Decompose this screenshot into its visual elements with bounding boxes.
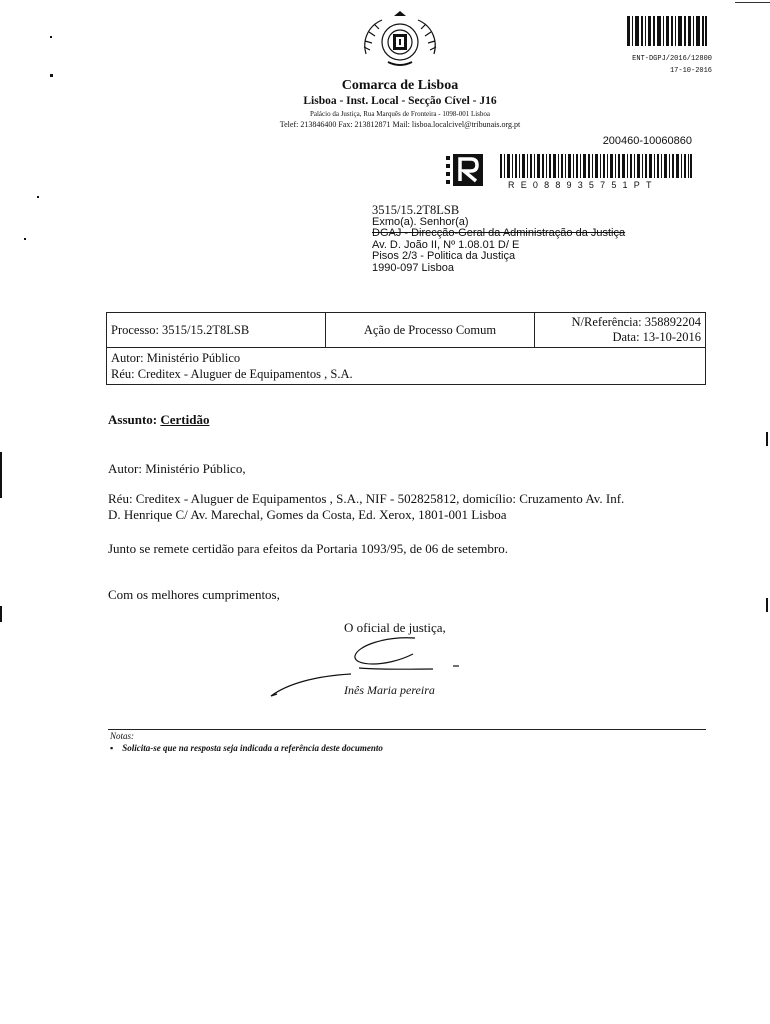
letter-reu-line: Réu: Creditex - Aluguer de Equipamentos , S.A., NIF - 502825812, domicílio: Cruzamento Av. Inf.	[108, 491, 625, 506]
recipient-organization: DGAJ - Direcção-Geral da Administração da Justiça	[372, 227, 626, 239]
letter-body: Junto se remete certidão para efeitos da Portaria 1093/95, de 06 de setembro.	[108, 541, 508, 556]
bullet-icon: ▪	[110, 743, 114, 753]
recipient-address-line: 1990-097 Lisboa	[372, 261, 454, 274]
scan-edge-line	[735, 2, 770, 3]
subject-value: Certidão	[160, 412, 210, 427]
process-reference-cell	[535, 313, 706, 348]
scan-edge-mark	[766, 598, 768, 612]
note-text: Solicita-se que na resposta seja indicada a referência deste documento	[122, 743, 383, 753]
recipient-address-line: Av. D. João II, Nº 1.08.01 D/ E	[372, 238, 520, 251]
process-autor: Autor: Ministério Público	[111, 351, 241, 365]
registered-code: RE088935751PT	[508, 180, 658, 190]
table-row	[107, 348, 706, 385]
process-action: Ação de Processo Comum	[326, 313, 535, 348]
entry-barcode	[627, 16, 707, 46]
court-subtitle: Lisboa - Inst. Local - Secção Cível - J16	[303, 95, 497, 107]
closing-label: O oficial de justiça,	[344, 620, 446, 635]
court-contact: Telef: 213846400 Fax: 213812871 Mail: lisboa.localcivel@tribunais.org.pt	[279, 120, 521, 129]
process-reference: N/Referência: 358892204	[571, 315, 701, 329]
registered-barcode	[500, 154, 692, 178]
process-number: Processo: 3515/15.2T8LSB	[107, 313, 326, 348]
court-title: Comarca de Lisboa	[341, 78, 459, 93]
scan-dot	[37, 196, 39, 198]
scan-dot	[50, 74, 53, 77]
letter-autor: Autor: Ministério Público,	[108, 461, 246, 476]
process-reu: Réu: Creditex - Aluguer de Equipamentos , S.A.	[111, 367, 353, 381]
scan-dot	[24, 238, 26, 240]
scan-edge-mark	[766, 432, 768, 446]
process-date: Data: 13-10-2016	[612, 330, 701, 344]
subject-label: Assunto:	[108, 412, 158, 427]
recipient-salutation: Exmo(a). Senhor(a)	[372, 215, 469, 228]
notes-label: Notas:	[110, 731, 135, 741]
recipient-process-ref: 3515/15.2T8LSB	[372, 203, 460, 217]
process-parties	[107, 348, 706, 385]
note-item	[110, 743, 383, 753]
coat-of-arms-icon	[358, 10, 442, 70]
letter-reu-line: D. Henrique C/ Av. Marechal, Gomes da Costa, Ed. Xerox, 1801-001 Lisboa	[108, 507, 507, 522]
scan-dot	[50, 36, 52, 38]
notes-divider	[108, 729, 706, 730]
registered-mail-r-icon	[446, 154, 483, 186]
subject-line	[108, 412, 209, 428]
reference-number: 200460-10060860	[602, 135, 692, 147]
scan-edge-mark	[0, 606, 2, 622]
table-row	[107, 313, 706, 348]
entry-code: ENT-DGPJ/2016/12800	[632, 55, 712, 63]
recipient-address-line: Pisos 2/3 - Politica da Justiça	[372, 250, 516, 262]
court-address: Palácio da Justiça, Rua Marquês de Fronteira - 1098-001 Lisboa	[309, 110, 490, 118]
process-table	[106, 312, 706, 385]
letter-greeting: Com os melhores cumprimentos,	[108, 587, 280, 602]
scan-edge-mark	[0, 452, 2, 498]
recipient-block	[372, 205, 625, 274]
entry-date: 17-10-2016	[669, 67, 712, 75]
signer-name: Inês Maria pereira	[344, 683, 435, 697]
